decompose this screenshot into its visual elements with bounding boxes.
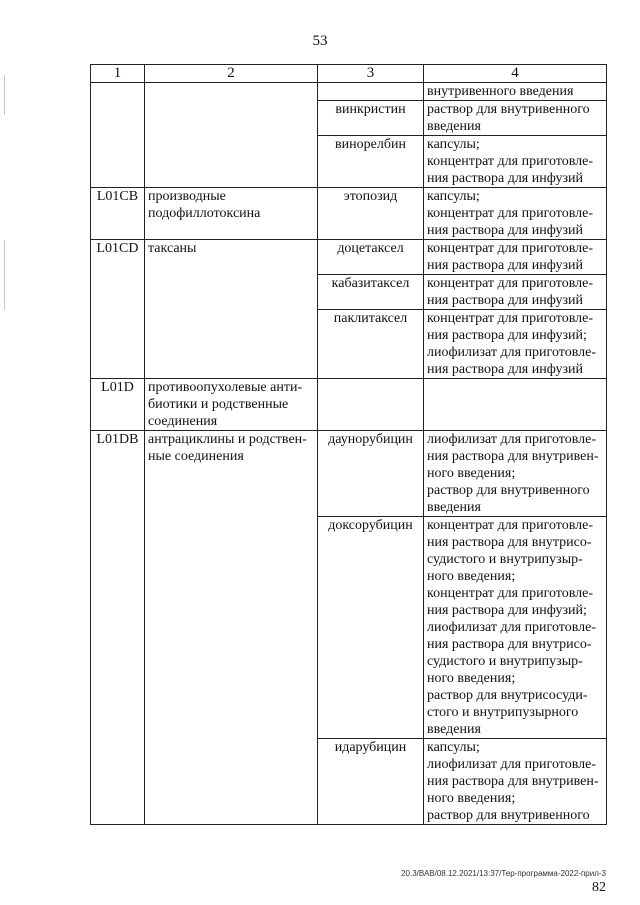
dosage-form-cell: концентрат для приготовле- ния раствора для инфузий: [424, 275, 607, 310]
page-number: 53: [312, 33, 328, 49]
table-row: [91, 431, 607, 517]
group-name-cell: антрациклины и родствен- ные соединения: [145, 431, 318, 825]
inn-cell: винкристин: [318, 101, 424, 136]
dosage-form-cell: концентрат для приготовле- ния раствора для инфузий; лиофилизат для приготовле- ния раствора для инфузий: [424, 310, 607, 379]
atc-code-cell: L01DB: [91, 431, 145, 825]
dosage-form-cell: лиофилизат для приготовле- ния раствора для внутривен- ного введения; раствор для внутривенного введения: [424, 431, 607, 517]
group-name-cell: производные подофиллотоксина: [145, 188, 318, 240]
group-name-cell: противоопухолевые анти- биотики и родственные соединения: [145, 379, 318, 431]
table-row: [91, 83, 607, 101]
dosage-form-cell: внутривенного введения: [424, 83, 607, 101]
header-col-4: 4: [424, 65, 607, 83]
dosage-form-cell: концентрат для приготовле- ния раствора для инфузий: [424, 240, 607, 275]
dosage-form-cell: капсулы; концентрат для приготовле- ния раствора для инфузий: [424, 188, 607, 240]
atc-code-cell: L01D: [91, 379, 145, 431]
dosage-form-cell: концентрат для приготовле- ния раствора для внутрисо- судистого и внутрипузыр- ного введения; концентрат для приготовле- ния раствора для инфузий; лиофилизат для приготовле- ния раствора для внутрисо- судистого и внутрипузыр- ного введения; раствор для внутрисосуди- стого и внутрипузырного введения: [424, 517, 607, 739]
inn-cell-empty: [318, 379, 424, 431]
group-name-cell: таксаны: [145, 240, 318, 379]
inn-cell: паклитаксел: [318, 310, 424, 379]
drug-table: [90, 64, 607, 825]
dosage-form-cell: раствор для внутривенного введения: [424, 101, 607, 136]
header-row: [91, 65, 607, 83]
inn-cell: доцетаксел: [318, 240, 424, 275]
header-col-1: 1: [91, 65, 145, 83]
header-col-2: 2: [145, 65, 318, 83]
document-footer-code: 20.3/ВАВ/08.12.2021/13:37/Тер-программа-2022-прил-3: [401, 869, 606, 878]
inn-cell: доксорубицин: [318, 517, 424, 739]
inn-cell: кабазитаксел: [318, 275, 424, 310]
table-row: [91, 188, 607, 240]
scan-edge-mark: [4, 75, 5, 115]
dosage-form-cell: капсулы; лиофилизат для приготовле- ния раствора для внутривен- ного введения; раствор для внутривенного: [424, 739, 607, 825]
dosage-form-cell: капсулы; концентрат для приготовле- ния раствора для инфузий: [424, 136, 607, 188]
atc-code-cell: L01CB: [91, 188, 145, 240]
footer-page-number: 82: [592, 880, 606, 895]
inn-cell: идарубицин: [318, 739, 424, 825]
group-cell-empty: [145, 83, 318, 188]
table-row: [91, 240, 607, 275]
table-row: [91, 379, 607, 431]
dosage-form-cell-empty: [424, 379, 607, 431]
atc-code-cell: L01CD: [91, 240, 145, 379]
code-cell-empty: [91, 83, 145, 188]
header-col-3: 3: [318, 65, 424, 83]
inn-cell: винорелбин: [318, 136, 424, 188]
scan-edge-mark: [4, 240, 5, 310]
inn-cell: даунорубицин: [318, 431, 424, 517]
inn-cell-empty: [318, 83, 424, 101]
inn-cell: этопозид: [318, 188, 424, 240]
